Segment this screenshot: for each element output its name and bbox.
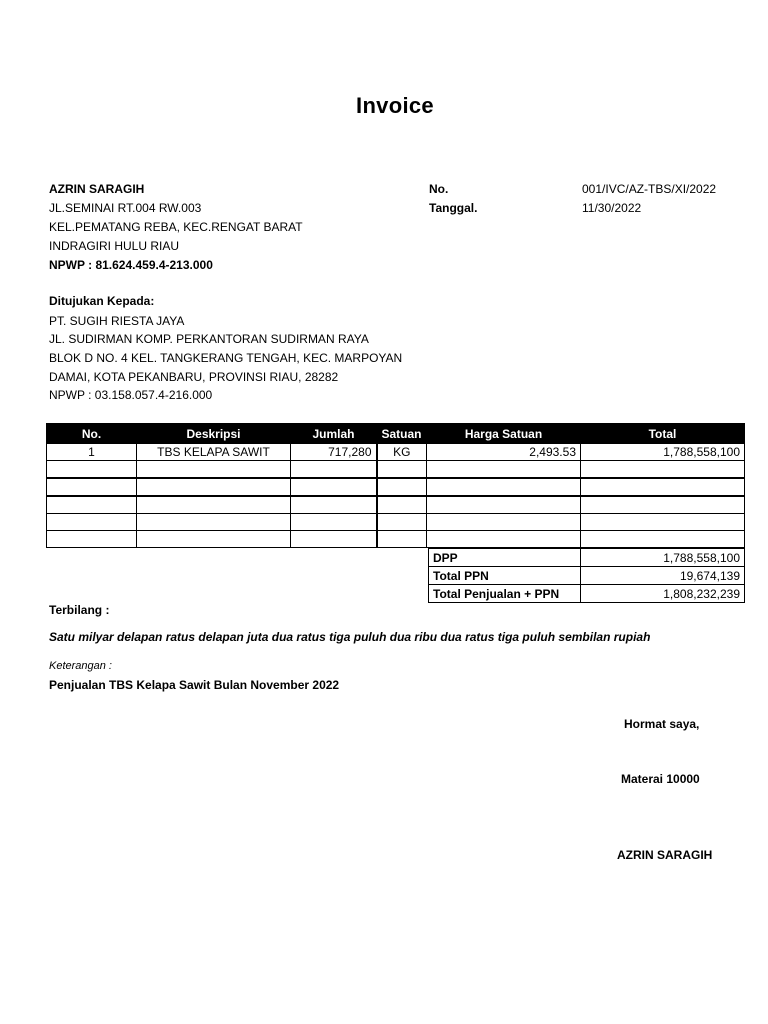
cell-jumlah [291, 514, 377, 531]
header-jumlah: Jumlah [291, 424, 377, 444]
keterangan-label: Keterangan : [49, 660, 112, 672]
cell-total: 1,788,558,100 [581, 444, 745, 461]
signature-greeting: Hormat saya, [624, 717, 700, 731]
cell-no [47, 531, 137, 548]
cell-no [47, 461, 137, 479]
cell-deskripsi: TBS KELAPA SAWIT [137, 444, 291, 461]
ppn-label: Total PPN [429, 567, 581, 585]
items-table [46, 423, 745, 548]
grand-total-label: Total Penjualan + PPN [429, 585, 581, 603]
header-deskripsi: Deskripsi [137, 424, 291, 444]
recipient-address-line-1: JL. SUDIRMAN KOMP. PERKANTORAN SUDIRMAN RAYA [49, 332, 369, 346]
table-row [47, 444, 745, 461]
cell-harga-satuan [427, 496, 581, 514]
cell-satuan: KG [377, 444, 427, 461]
cell-harga-satuan [427, 478, 581, 496]
cell-deskripsi [137, 496, 291, 514]
table-row [47, 531, 745, 548]
totals-row-grand-total [429, 585, 745, 603]
cell-deskripsi [137, 478, 291, 496]
cell-harga-satuan [427, 461, 581, 479]
recipient-heading: Ditujukan Kepada: [49, 294, 155, 308]
recipient-address-line-2: BLOK D NO. 4 KEL. TANGKERANG TENGAH, KEC. MARPOYAN [49, 351, 403, 365]
invoice-title: Invoice [356, 93, 434, 118]
cell-no [47, 478, 137, 496]
seller-npwp: NPWP : 81.624.459.4-213.000 [49, 258, 213, 272]
cell-harga-satuan: 2,493.53 [427, 444, 581, 461]
cell-jumlah [291, 478, 377, 496]
terbilang-label: Terbilang : [49, 603, 110, 617]
cell-no [47, 496, 137, 514]
totals-table [428, 548, 745, 603]
table-row [47, 478, 745, 496]
dpp-label: DPP [429, 549, 581, 567]
items-header-row [47, 424, 745, 444]
invoice-no-label: No. [429, 182, 449, 196]
header-no: No. [47, 424, 137, 444]
cell-total [581, 531, 745, 548]
cell-jumlah [291, 496, 377, 514]
header-total: Total [581, 424, 745, 444]
cell-total [581, 461, 745, 479]
cell-jumlah [291, 461, 377, 479]
cell-total [581, 478, 745, 496]
table-row [47, 496, 745, 514]
cell-jumlah [291, 531, 377, 548]
cell-deskripsi [137, 531, 291, 548]
cell-satuan [377, 496, 427, 514]
invoice-date-label: Tanggal. [429, 201, 478, 215]
table-row [47, 461, 745, 479]
recipient-address-line-3: DAMAI, KOTA PEKANBARU, PROVINSI RIAU, 28282 [49, 370, 339, 384]
seller-name: AZRIN SARAGIH [49, 182, 145, 196]
table-row [47, 514, 745, 531]
grand-total-value: 1,808,232,239 [581, 585, 745, 603]
cell-satuan [377, 478, 427, 496]
seller-address-line-1: JL.SEMINAI RT.004 RW.003 [49, 201, 202, 215]
header-satuan: Satuan [377, 424, 427, 444]
cell-satuan [377, 461, 427, 479]
cell-satuan [377, 514, 427, 531]
cell-harga-satuan [427, 514, 581, 531]
cell-total [581, 514, 745, 531]
ppn-value: 19,674,139 [581, 567, 745, 585]
cell-no: 1 [47, 444, 137, 461]
seller-address-line-2: KEL.PEMATANG REBA, KEC.RENGAT BARAT [49, 220, 303, 234]
signature-name: AZRIN SARAGIH [617, 848, 713, 862]
cell-satuan [377, 531, 427, 548]
invoice-no-value: 001/IVC/AZ-TBS/XI/2022 [582, 182, 717, 196]
cell-no [47, 514, 137, 531]
totals-row-ppn [429, 567, 745, 585]
recipient-name: PT. SUGIH RIESTA JAYA [49, 314, 185, 328]
cell-deskripsi [137, 514, 291, 531]
terbilang-text: Satu milyar delapan ratus delapan juta dua ratus tiga puluh dua ribu dua ratus tiga puluh sembilan rupiah [49, 630, 651, 644]
cell-harga-satuan [427, 531, 581, 548]
keterangan-text: Penjualan TBS Kelapa Sawit Bulan November 2022 [49, 678, 340, 692]
cell-deskripsi [137, 461, 291, 479]
dpp-value: 1,788,558,100 [581, 549, 745, 567]
header-harga-satuan: Harga Satuan [427, 424, 581, 444]
signature-stamp: Materai 10000 [621, 772, 700, 786]
recipient-npwp: NPWP : 03.158.057.4-216.000 [49, 388, 213, 402]
seller-address-line-3: INDRAGIRI HULU RIAU [49, 239, 180, 253]
totals-row-dpp [429, 549, 745, 567]
invoice-date-value: 11/30/2022 [582, 201, 642, 215]
cell-jumlah: 717,280 [291, 444, 377, 461]
cell-total [581, 496, 745, 514]
